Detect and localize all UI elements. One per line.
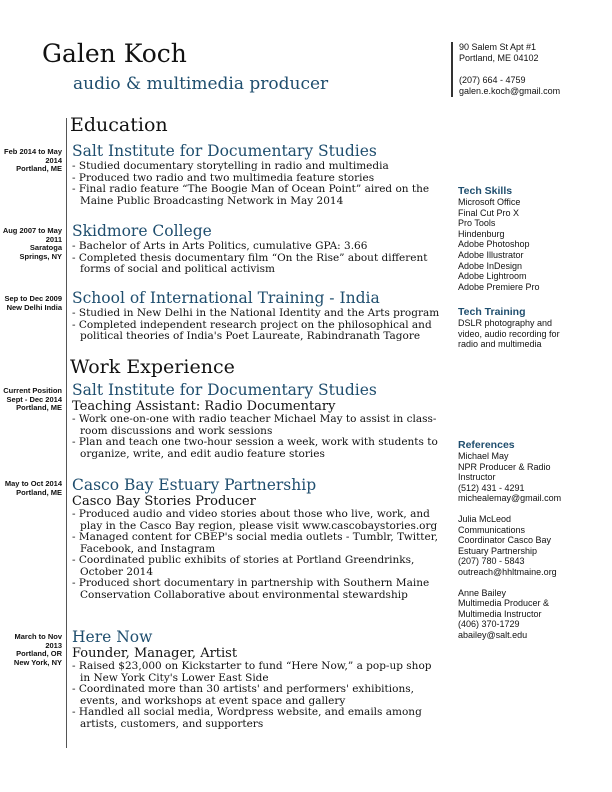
reference-title: Multimedia Producer & Multimedia Instructor: [458, 598, 550, 619]
edu-1-title: Skidmore College: [72, 222, 212, 240]
work-2-bullet: - Raised $23,000 on Kickstarter to fund “Here Now,” a pop-up shop in New York City's Lower East Side: [72, 660, 432, 684]
edu-2-date-text: Sep to Dec 2009: [4, 294, 62, 303]
work-2-bullet: - Coordinated more than 30 artists' and performers' exhibitions, events, and workshops at event space and gallery: [72, 683, 414, 707]
edu-0-bullet: - Studied documentary storytelling in radio and multimedia: [72, 160, 389, 172]
skill-item: Adobe InDesign: [458, 260, 523, 271]
contact-block: [451, 42, 560, 97]
edu-2-dates: [0, 295, 62, 312]
reference-email[interactable]: michealemay@gmail.com: [458, 493, 562, 504]
work-entry-salt: [72, 381, 442, 460]
contact-street: 90 Salem St Apt #1: [459, 42, 537, 52]
skill-item: Pro Tools: [458, 218, 496, 229]
edu-0-dates: [0, 148, 62, 174]
edu-1-location: Saratoga Springs, NY: [19, 243, 62, 261]
tech-skills-section: [458, 185, 608, 292]
work-1-bullet: - Managed content for CBEP's social media outlets - Tumblr, Twitter, Facebook, and Instagram: [72, 531, 438, 555]
work-2-location: Portland, OR New York, NY: [13, 649, 62, 667]
reference-name: Anne Bailey: [458, 587, 507, 598]
work-0-location: Portland, ME: [16, 403, 62, 412]
edu-entry-skidmore: [72, 222, 442, 276]
reference-phone: (512) 431 - 4291: [458, 482, 525, 493]
tech-training-section: [458, 306, 570, 350]
reference-phone: (406) 370-1729: [458, 619, 520, 630]
skill-item: Hindenburg: [458, 228, 505, 239]
reference-entry: [458, 451, 570, 504]
edu-2-location: New Delhi India: [6, 302, 62, 312]
tech-training-text: DSLR photography and video, audio recording for radio and multimedia: [458, 318, 560, 350]
work-1-location: Portland, ME: [16, 487, 62, 497]
edu-1-bullet: - Completed thesis documentary film “On the Rise” about different forms of social and political activism: [72, 251, 428, 275]
skill-item: Microsoft Office: [458, 197, 521, 207]
edu-2-bullet: - Completed independent research project on the philosophical and political theories of India's Poet Laureate, Rabindranath Tagore: [72, 318, 432, 342]
work-heading: Work Experience: [70, 356, 235, 378]
tech-training-heading: Tech Training: [458, 306, 526, 318]
edu-0-title: Salt Institute for Documentary Studies: [72, 142, 377, 160]
skill-item: Final Cut Pro X: [458, 207, 520, 218]
reference-name: Julia McLeod: [458, 513, 512, 524]
work-0-date-text: Current Position Sept - Dec 2014: [3, 386, 62, 404]
tech-skills-heading: Tech Skills: [458, 185, 513, 197]
reference-name: Michael May: [458, 451, 509, 461]
work-1-dates: [0, 480, 62, 497]
references-section: [458, 439, 570, 641]
work-0-bullet: - Plan and teach one two-hour session a week, work with students to organize, write, and edit audio feature stories: [72, 436, 438, 460]
edu-2-title: School of International Training - India: [72, 289, 380, 307]
reference-title: NPR Producer & Radio Instructor: [458, 461, 551, 483]
work-2-bullet: - Handled all social media, Wordpress website, and emails among artists, customers, and supporters: [72, 706, 422, 730]
work-2-dates: [0, 633, 62, 667]
edu-0-bullet: - Final radio feature “The Boogie Man of Ocean Point” aired on the Maine Public Broadcasting Network in May 2014: [72, 183, 430, 207]
work-1-title: Casco Bay Estuary Partnership: [72, 476, 317, 494]
resume-tagline: audio & multimedia producer: [73, 74, 329, 94]
edu-entry-sit: [72, 289, 442, 343]
work-2-date-text: March to Nov 2013: [14, 632, 62, 650]
work-0-title: Salt Institute for Documentary Studies: [72, 381, 377, 399]
work-1-bullet: - Produced audio and video stories about those who live, work, and play in the Casco Bay region, please visit www.cascobaystories.org: [72, 508, 438, 532]
resume-name: Galen Koch: [42, 39, 187, 68]
work-1-bullet: - Coordinated public exhibits of stories at Portland Greendrinks, October 2014: [72, 554, 415, 578]
edu-1-bullet: - Bachelor of Arts in Arts Politics, cumulative GPA: 3.66: [72, 240, 368, 252]
skill-item: Adobe Premiere Pro: [458, 281, 540, 292]
contact-email[interactable]: galen.e.koch@gmail.com: [459, 86, 561, 96]
work-2-title: Here Now: [72, 628, 153, 646]
edu-0-date-text: Feb 2014 to May 2014: [4, 147, 62, 165]
edu-1-dates: [0, 227, 62, 261]
work-0-bullet: - Work one-on-one with radio teacher Michael May to assist in class-room discussions and work sessions: [72, 413, 437, 437]
contact-city: Portland, ME 04102: [459, 53, 539, 63]
skill-item: Adobe Illustrator: [458, 249, 524, 260]
reference-email[interactable]: abailey@salt.edu: [458, 629, 528, 640]
work-1-date-text: May to Oct 2014: [4, 479, 62, 488]
edu-2-bullet: - Studied in New Delhi in the National Identity and the Arts program: [72, 307, 440, 319]
edu-0-bullet: - Produced two radio and two multimedia feature stories: [72, 171, 375, 184]
reference-email[interactable]: outreach@hhltmaine.org: [458, 566, 557, 577]
reference-entry: [458, 514, 570, 578]
reference-phone: (207) 780 - 5843: [458, 556, 525, 567]
contact-phone: (207) 664 - 4759: [459, 75, 526, 85]
work-entry-herenow: [72, 628, 442, 730]
skill-item: Adobe Lightroom: [458, 271, 527, 282]
edu-entry-salt: [72, 142, 442, 207]
education-heading: Education: [70, 114, 168, 136]
work-1-role: Casco Bay Stories Producer: [72, 494, 256, 509]
references-heading: References: [458, 439, 515, 451]
work-entry-casco: [72, 476, 442, 601]
work-2-role: Founder, Manager, Artist: [72, 646, 238, 661]
timeline-divider: [66, 118, 67, 748]
skill-item: Adobe Photoshop: [458, 239, 530, 250]
edu-1-date-text: Aug 2007 to May 2011: [2, 226, 62, 244]
work-0-role: Teaching Assistant: Radio Documentary: [72, 399, 336, 414]
reference-entry: [458, 588, 570, 641]
work-0-dates: [0, 387, 62, 413]
reference-title: Communications Coordinator Casco Bay Estuary Partnership: [458, 524, 552, 556]
work-1-bullet: - Produced short documentary in partnership with Southern Maine Conservation Collaborative about environmental stewardship: [72, 577, 430, 601]
edu-0-location: Portland, ME: [16, 164, 62, 173]
